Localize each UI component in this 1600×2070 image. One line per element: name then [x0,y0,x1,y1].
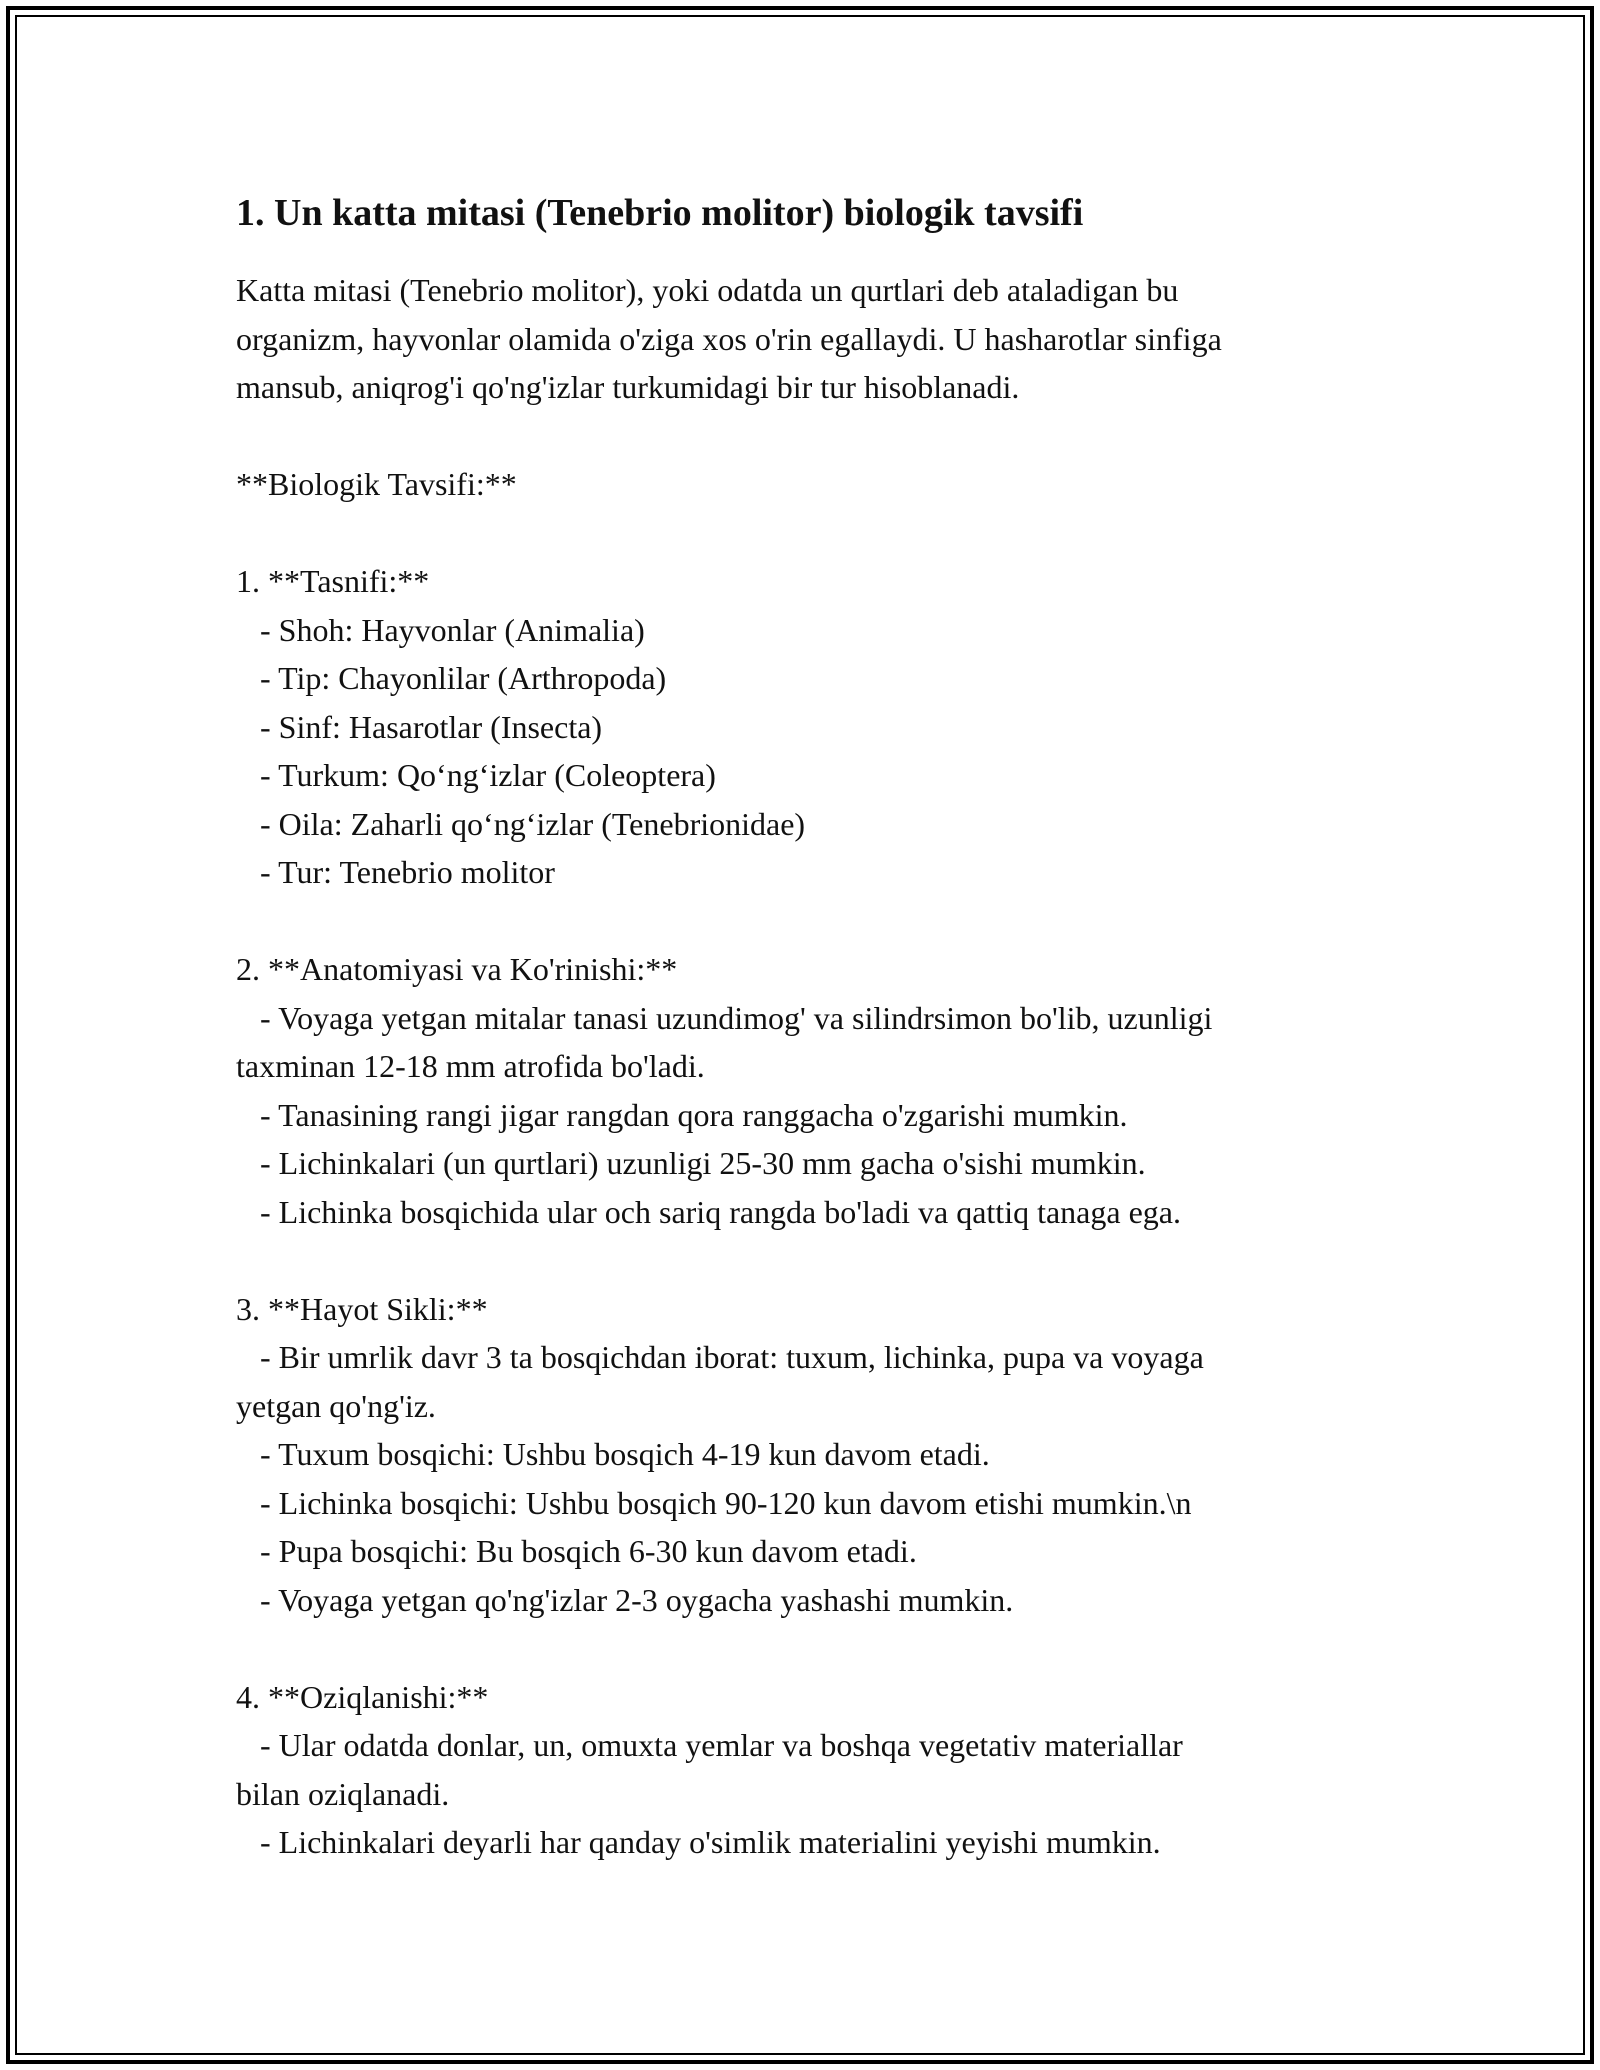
section-title: 2. **Anatomiyasi va Ko'rinishi:** [236,951,678,987]
section-title: 3. **Hayot Sikli:** [236,1290,488,1327]
section-classification [236,557,1396,897]
section-title: 4. **Oziqlanishi:** [236,1678,489,1715]
list-item: yetgan qo'ng'iz. [236,1387,436,1424]
list-item: - Ular odatda donlar, un, omuxta yemlar va boshqa vegetativ materiallar [236,1727,1183,1763]
list-item: - Tip: Chayonlilar (Arthropoda) [236,660,667,696]
intro-line: organizm, hayvonlar olamida o'ziga xos o'rin egallaydi. U hasharotlar sinfiga [236,320,1222,357]
blank-line [236,1624,1396,1673]
intro-line: Katta mitasi (Tenebrio molitor), yoki odatda un qurtlari deb ataladigan bu [236,272,1179,308]
section-nutrition [236,1673,1396,1867]
section-heading: **Biologik Tavsifi:** [236,466,517,502]
intro-line: mansub, aniqrog'i qo'ng'izlar turkumidagi bir tur hisoblanadi. [236,369,1020,405]
section-title: 1. **Tasnifi:** [236,563,430,599]
list-item: taxminan 12-18 mm atrofida bo'ladi. [236,1048,705,1084]
list-item: - Lichinka bosqichi: Ushbu bosqich 90-120 kun davom etishi mumkin.\n [236,1484,1192,1521]
list-item: - Oila: Zaharli qo‘ng‘izlar (Tenebrionidae) [236,805,806,842]
blank-line [236,1236,1396,1285]
section-life-cycle [236,1285,1396,1625]
document-body [236,188,1396,1867]
list-item: bilan oziqlanadi. [236,1775,450,1812]
list-item: - Voyaga yetgan qo'ng'izlar 2-3 oygacha yashashi mumkin. [236,1581,1014,1618]
list-item: - Sinf: Hasarotlar (Insecta) [236,708,603,745]
blank-line [236,412,1396,461]
list-item: - Lichinka bosqichida ular och sariq rangda bo'ladi va qattiq tanaga ega. [236,1193,1181,1230]
section-anatomy [236,945,1396,1236]
blank-line [236,509,1396,558]
list-item: - Lichinkalari deyarli har qanday o'simlik materialini yeyishi mumkin. [236,1824,1161,1860]
list-item: - Shoh: Hayvonlar (Animalia) [236,611,645,648]
list-item: - Turkum: Qo‘ng‘izlar (Coleoptera) [236,757,716,793]
intro-paragraph [236,266,1396,412]
blank-line [236,897,1396,946]
list-item: - Tur: Tenebrio molitor [236,854,555,890]
list-item: - Tuxum bosqichi: Ushbu bosqich 4-19 kun davom etadi. [236,1436,990,1472]
list-item: - Voyaga yetgan mitalar tanasi uzundimog' va silindrsimon bo'lib, uzunligi [236,999,1213,1036]
document-title: 1. Un katta mitasi (Tenebrio molitor) biologik tavsifi [236,192,1084,234]
list-item: - Lichinkalari (un qurtlari) uzunligi 25-30 mm gacha o'sishi mumkin. [236,1145,1146,1181]
list-item: - Tanasining rangi jigar rangdan qora ranggacha o'zgarishi mumkin. [236,1096,1128,1133]
list-item: - Pupa bosqichi: Bu bosqich 6-30 kun davom etadi. [236,1533,917,1569]
list-item: - Bir umrlik davr 3 ta bosqichdan iborat: tuxum, lichinka, pupa va voyaga [236,1339,1204,1375]
